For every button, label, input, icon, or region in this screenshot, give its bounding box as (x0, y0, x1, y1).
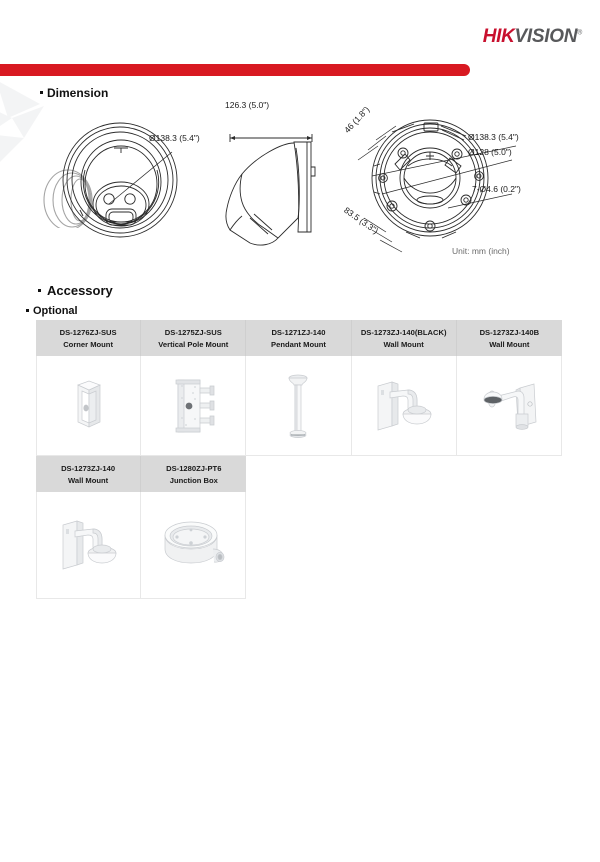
vertical-pole-mount-icon (164, 374, 222, 438)
accessory-heading-label: Accessory (47, 283, 113, 298)
accessory-type: Wall Mount (67, 475, 109, 485)
front-view-drawing (52, 108, 212, 248)
logo-vision-text: VISION (514, 26, 578, 47)
dimension-label-screw-holes: 7-Ø4.6 (0.2") (472, 184, 521, 194)
bullet-icon (38, 289, 41, 292)
dimension-label-front-diameter: Ø138.3 (5.4") (149, 133, 200, 143)
accessory-image-cell (352, 356, 457, 456)
accessory-header-cell (352, 320, 457, 356)
accessory-image-cell (141, 356, 246, 456)
dimension-label-base-height: 46 (1.8") (342, 104, 372, 135)
hikvision-logo (483, 26, 582, 48)
accessory-model: DS-1271ZJ-140 (271, 327, 326, 337)
accessory-model: DS-1273ZJ-140 (61, 463, 116, 473)
accessory-header-cell (457, 320, 562, 356)
accessory-image-row (36, 356, 562, 456)
accessory-image-cell (36, 356, 141, 456)
accessory-image-cell (457, 356, 562, 456)
accessory-header-cell (36, 320, 141, 356)
accessory-model: DS-1275ZJ-SUS (164, 327, 222, 337)
dimension-label-base-inner-diameter: Ø128 (5.0") (468, 147, 512, 157)
accessory-image-cell (141, 492, 246, 599)
accessory-type: Wall Mount (383, 339, 424, 349)
accessory-header-row (36, 320, 562, 356)
accessory-model: DS-1273ZJ-140B (479, 327, 540, 337)
dimension-label-base-width: 83.5 (3.3") (342, 205, 381, 236)
accessory-header-cell (246, 320, 351, 356)
dimension-section-heading (40, 86, 108, 100)
accessory-header-cell (141, 456, 246, 492)
accessory-image-cell (246, 356, 351, 456)
accessory-table (36, 320, 562, 599)
corner-mount-bracket-icon (64, 375, 114, 437)
dimension-heading-label: Dimension (47, 86, 109, 100)
accessory-type: Junction Box (169, 475, 218, 485)
dimension-label-side-depth: 126.3 (5.0") (225, 100, 270, 110)
wall-mount-bracket-b-icon (474, 378, 544, 434)
wall-mount-bracket-icon (370, 376, 438, 436)
accessory-image-cell (36, 492, 141, 599)
accessory-header-cell (141, 320, 246, 356)
pendant-mount-icon (278, 370, 318, 442)
accessory-model: DS-1276ZJ-SUS (59, 327, 117, 337)
wall-mount-bracket-icon (55, 515, 123, 575)
accessory-section-heading (38, 283, 113, 298)
accessory-type: Vertical Pole Mount (158, 339, 229, 349)
bullet-icon (26, 309, 29, 312)
accessory-model: DS-1273ZJ-140(BLACK) (360, 327, 447, 337)
accessory-header-row (36, 456, 562, 492)
dimension-label-base-outer-diameter: Ø138.3 (5.4") (468, 132, 519, 142)
logo-hik-text: HIK (482, 26, 515, 47)
logo-trademark: ® (577, 29, 582, 37)
dimension-unit-note: Unit: mm (inch) (452, 246, 510, 256)
accessory-type: Wall Mount (489, 339, 530, 349)
accessory-model: DS-1280ZJ-PT6 (166, 463, 222, 473)
bullet-icon (40, 91, 43, 94)
optional-subheading (26, 305, 78, 317)
junction-box-icon (157, 517, 229, 573)
optional-heading-label: Optional (33, 305, 78, 317)
accessory-type: Corner Mount (63, 339, 113, 349)
accessory-header-cell (36, 456, 141, 492)
accessory-image-row (36, 492, 562, 599)
side-view-drawing (212, 112, 332, 247)
header-accent-bar (0, 64, 470, 76)
accessory-type: Pendant Mount (271, 339, 326, 349)
